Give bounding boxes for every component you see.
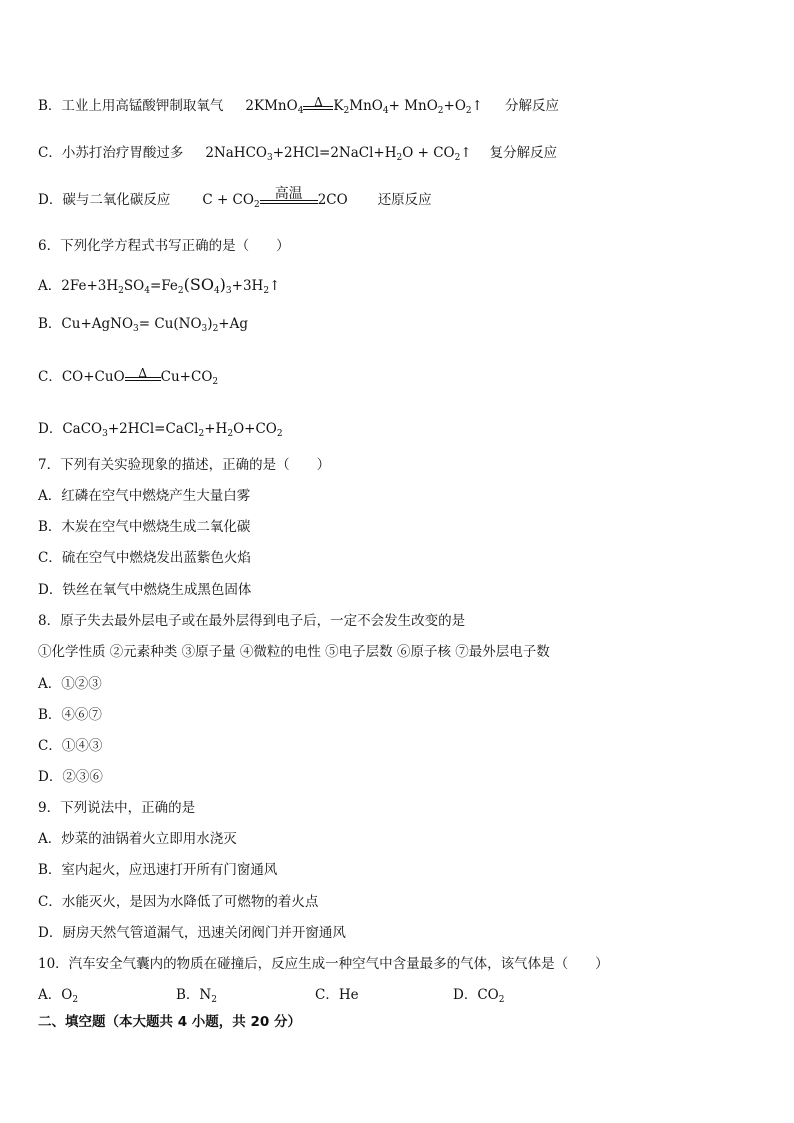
q6-option-a: A．$2Fe+3H_2SO_4=Fe_2(SO_4)_3+3H_2↑$ (38, 275, 281, 296)
q10-stem: 10．汽车安全气囊内的物质在碰撞后，反应生成一种空气中含量最多的气体，该气体是（ ） (38, 956, 609, 972)
q5-d-type: 还原反应 (377, 192, 432, 208)
q9-option-c: C．水能灭火，是因为水降低了可燃物的着火点 (38, 894, 319, 910)
q5-b-type: 分解反应 (504, 98, 559, 114)
q8-option-d: D．②③⑥ (38, 769, 103, 785)
q7-option-c: C．硫在空气中燃烧发出蓝紫色火焰 (38, 550, 251, 566)
q10-option-b: B．$N_2$ (176, 987, 217, 1005)
q5-d-eq-left: $C + CO_2$ (202, 192, 260, 210)
q5-d-eq-right: 2CO (317, 192, 348, 208)
q5-c-eq: $2NaHCO_3+2HCl=2NaCl+H_2O$ + $CO_2↑$ (205, 145, 472, 163)
q8-option-b: B．④⑥⑦ (38, 707, 102, 723)
q5-b-eq-left: 2KMnO$_4$ (245, 98, 304, 116)
q5-b-eq-right: $K_2MnO_4+$ $MnO_2+O_2↑$ (333, 98, 483, 116)
q5-c-label: C．小苏打治疗胃酸过多 (38, 145, 184, 161)
q7-option-d: D．铁丝在氧气中燃烧生成黑色固体 (38, 582, 252, 598)
q5-option-b: B．工业上用高锰酸钾制取氧气 2KMnO$_4$ Δ $K_2MnO_4+$ $MnO_2+O_2↑$ 分解反应 (38, 95, 559, 116)
section-2-heading: 二、填空题（本大题共 4 小题，共 20 分） (38, 1014, 301, 1030)
q7-option-b: B．木炭在空气中燃烧生成二氧化碳 (38, 519, 251, 535)
q5-c-type: 复分解反应 (489, 145, 558, 161)
q8-stem: 8．原子失去最外层电子或在最外层得到电子后，一定不会发生改变的是 (38, 613, 466, 629)
q7-option-a: A．红磷在空气中燃烧产生大量白雾 (38, 488, 251, 504)
q10-option-a: A．$O_2$ (38, 987, 79, 1005)
q9-option-d: D．厨房天然气管道漏气，迅速关闭阀门并开窗通风 (38, 925, 346, 941)
q5-d-label: D．碳与二氧化碳反应 (38, 192, 171, 208)
q6-stem: 6．下列化学方程式书写正确的是（ ） (38, 238, 290, 254)
q7-stem: 7．下列有关实验现象的描述，正确的是（ ） (38, 457, 331, 473)
q6-option-b: B．Cu+AgNO$_3$= $Cu(NO_3)_2+Ag$ (38, 316, 248, 334)
q10-option-d: D．$CO_2$ (453, 987, 505, 1005)
q5-option-d: D．碳与二氧化碳反应 $C + CO_2$ 高温 2CO 还原反应 (38, 186, 432, 210)
q10-option-c: C．He (315, 987, 359, 1003)
q9-option-a: A．炒菜的油锅着火立即用水浇灭 (38, 831, 237, 847)
q8-items: ①化学性质 ②元素种类 ③原子量 ④微粒的电性 ⑤电子层数 ⑥原子核 ⑦最外层电子数 (38, 644, 550, 660)
q8-option-a: A．①②③ (38, 676, 102, 692)
q5-b-label: B．工业上用高锰酸钾制取氧气 (38, 98, 224, 114)
q9-stem: 9．下列说法中，正确的是 (38, 800, 196, 816)
q9-option-b: B．室内起火，应迅速打开所有门窗通风 (38, 862, 278, 878)
q6-option-c: C．CO+CuO Δ $Cu+CO_2$ (38, 366, 219, 387)
q8-option-c: C．①④③ (38, 738, 103, 754)
q6-option-d: D．$CaCO_3+2HCl=CaCl_2+H_2O+CO_2$ (38, 421, 283, 439)
q5-option-c (38, 147, 557, 161)
